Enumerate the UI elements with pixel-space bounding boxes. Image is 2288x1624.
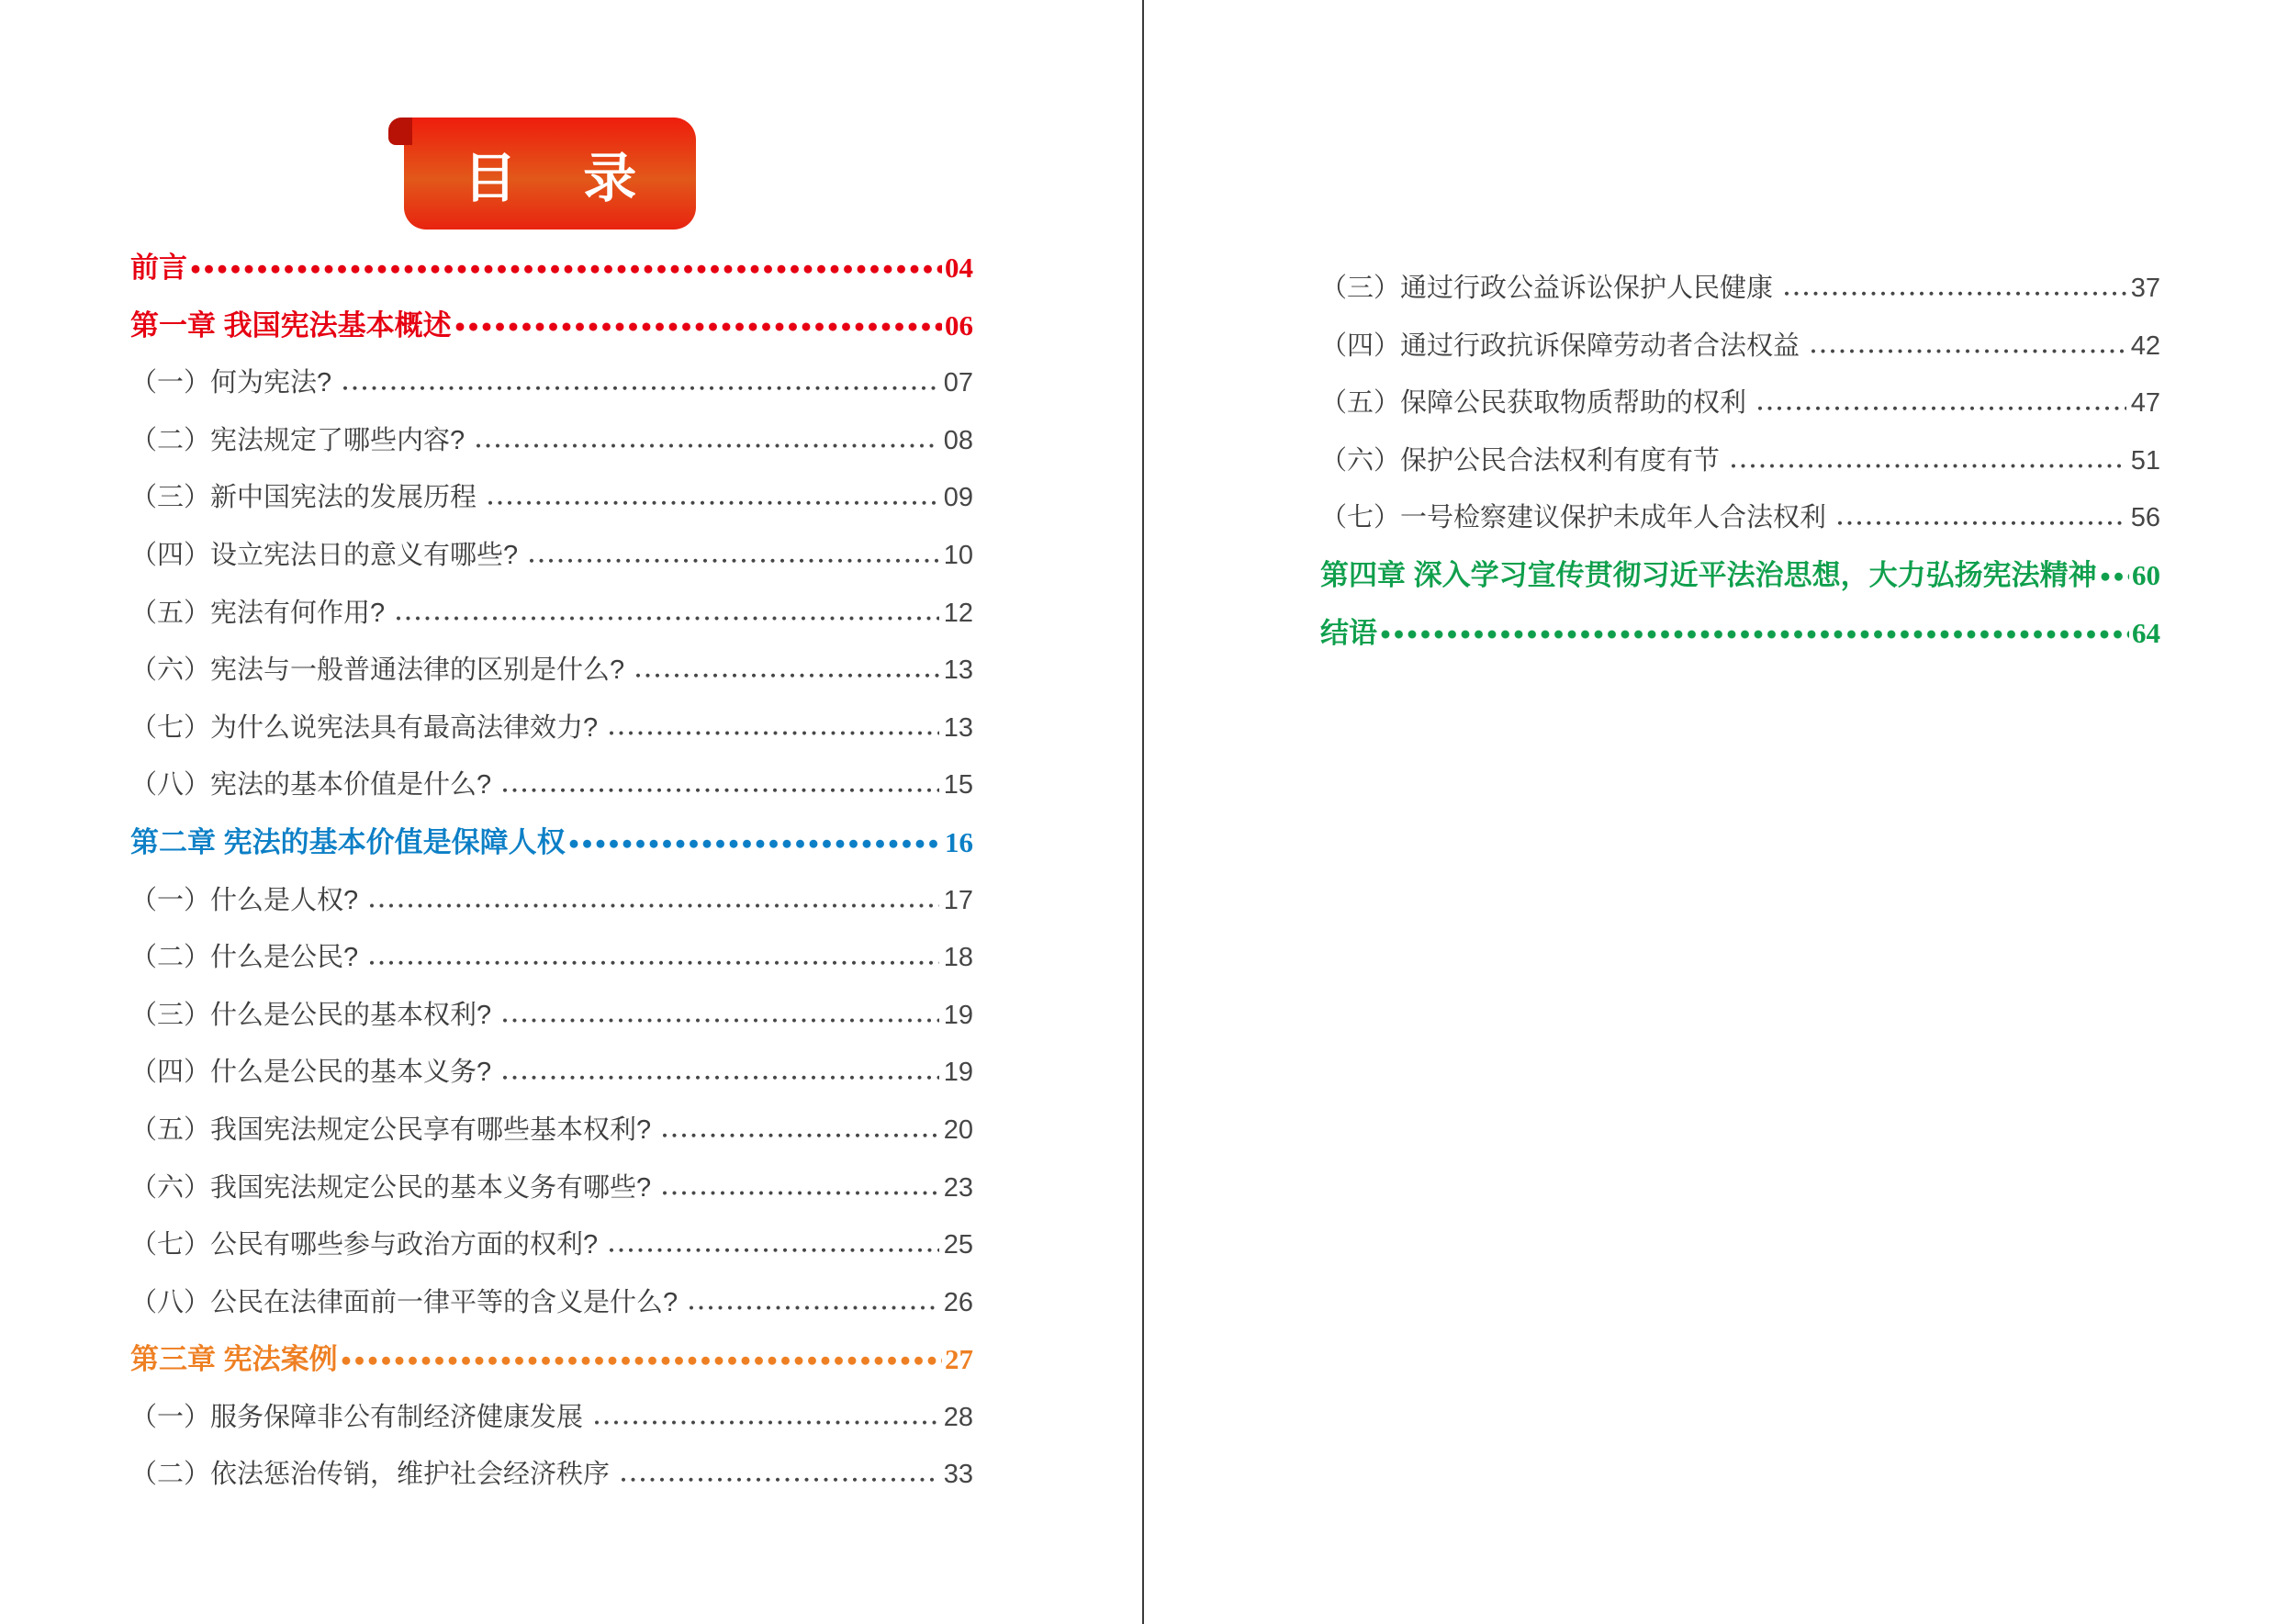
toc-entry[interactable]: [130, 987, 973, 1045]
dot-leader: [634, 642, 939, 700]
page-number: 37: [2130, 274, 2160, 303]
entry-label: 第三章 宪法案例: [130, 1343, 338, 1376]
toc-entry[interactable]: [130, 1102, 973, 1159]
toc-entry[interactable]: [130, 1159, 973, 1217]
dot-leader: [1836, 489, 2126, 547]
toc-entry[interactable]: [1320, 375, 2160, 432]
toc-entry[interactable]: [130, 354, 973, 412]
toc-entry[interactable]: [1320, 605, 2160, 663]
toc-entry[interactable]: [130, 1216, 973, 1274]
toc-entry[interactable]: [130, 929, 973, 987]
page-number: 42: [2130, 330, 2160, 361]
toc-entry[interactable]: [130, 872, 973, 930]
entry-label: （六）我国宪法规定公民的基本义务有哪些?: [130, 1172, 652, 1203]
dot-leader: [368, 929, 939, 987]
dot-leader: [1756, 375, 2126, 432]
page-number: 60: [2132, 558, 2160, 591]
toc-entry[interactable]: [1320, 318, 2160, 375]
entry-label: （四）通过行政抗诉保障劳动者合法权益: [1320, 330, 1800, 361]
dot-leader: [2101, 547, 2129, 605]
toc-entry[interactable]: [130, 240, 973, 297]
toc-entry[interactable]: [130, 469, 973, 527]
dot-leader: [1783, 260, 2126, 318]
page-number: 13: [943, 712, 973, 743]
dot-leader: [487, 469, 939, 527]
page-number: 09: [943, 483, 973, 513]
dot-leader: [395, 585, 939, 643]
toc-entry[interactable]: [1320, 547, 2160, 605]
page-number: 51: [2130, 445, 2160, 476]
dot-leader: [593, 1389, 939, 1447]
dot-leader: [661, 1102, 939, 1159]
entry-label: （六）保护公民合法权利有度有节: [1320, 445, 1721, 476]
toc-entry[interactable]: [130, 297, 973, 355]
page-number: 56: [2130, 503, 2160, 533]
entry-label: （七）公民有哪些参与政治方面的权利?: [130, 1230, 599, 1260]
dot-leader: [528, 527, 939, 585]
dot-leader: [569, 814, 942, 872]
entry-label: （一）什么是人权?: [130, 885, 359, 915]
dot-leader: [620, 1446, 939, 1504]
toc-entry[interactable]: [130, 1331, 973, 1389]
entry-label: （一）服务保障非公有制经济健康发展: [130, 1402, 584, 1432]
page-number: 17: [943, 885, 973, 915]
page-number: 07: [943, 368, 973, 398]
dot-leader: [342, 354, 939, 412]
toc-left-column: [130, 240, 973, 1504]
page-number: 25: [943, 1230, 973, 1260]
toc-entry[interactable]: [130, 527, 973, 585]
entry-label: （五）保障公民获取物质帮助的权利: [1320, 388, 1747, 419]
page-number: 18: [943, 943, 973, 973]
entry-label: （二）宪法规定了哪些内容?: [130, 425, 465, 455]
page-number: 26: [943, 1287, 973, 1317]
entry-label: （六）宪法与一般普通法律的区别是什么?: [130, 655, 625, 686]
toc-entry[interactable]: [130, 585, 973, 643]
page-number: 19: [943, 1000, 973, 1030]
entry-label: 第四章 深入学习宣传贯彻习近平法治思想，大力弘扬宪法精神: [1320, 558, 2097, 591]
entry-label: 结语: [1320, 616, 1377, 649]
dot-leader: [501, 987, 939, 1045]
entry-label: （八）公民在法律面前一律平等的含义是什么?: [130, 1287, 679, 1317]
toc-entry[interactable]: [130, 1446, 973, 1504]
page-number: 04: [945, 252, 973, 284]
entry-label: （二）什么是公民?: [130, 943, 359, 973]
page-title: 目 录: [463, 149, 637, 208]
entry-label: （四）什么是公民的基本义务?: [130, 1058, 492, 1088]
page-number: 28: [943, 1402, 973, 1432]
toc-entry[interactable]: [1320, 432, 2160, 490]
page-number: 06: [945, 308, 973, 342]
dot-leader: [1381, 605, 2129, 663]
toc-entry[interactable]: [130, 1044, 973, 1102]
entry-label: （二）依法惩治传销，维护社会经济秩序: [130, 1460, 611, 1490]
toc-entry[interactable]: [130, 412, 973, 470]
entry-label: （八）宪法的基本价值是什么?: [130, 770, 492, 801]
page-number: 08: [943, 425, 973, 455]
page-gutter-divider: [1142, 0, 1144, 1624]
toc-entry[interactable]: [130, 1389, 973, 1447]
page-number: 12: [943, 598, 973, 628]
page-number: 15: [943, 770, 973, 801]
dot-leader: [455, 297, 942, 355]
toc-entry[interactable]: [130, 700, 973, 757]
toc-entry[interactable]: [130, 814, 973, 872]
toc-entry[interactable]: [1320, 260, 2160, 318]
page-number: 64: [2132, 616, 2160, 649]
dot-leader: [475, 412, 939, 470]
toc-banner: [404, 118, 696, 230]
toc-right-column: [1320, 260, 2160, 662]
entry-label: 第二章 宪法的基本价值是保障人权: [130, 825, 566, 858]
toc-entry[interactable]: [130, 642, 973, 700]
page-number: 33: [943, 1460, 973, 1490]
page-number: 27: [945, 1343, 973, 1376]
page-number: 20: [943, 1114, 973, 1145]
toc-entry[interactable]: [130, 1274, 973, 1332]
dot-leader: [368, 872, 939, 930]
dot-leader: [501, 1044, 939, 1102]
page-number: 23: [943, 1172, 973, 1203]
dot-leader: [1730, 432, 2126, 490]
page-number: 10: [943, 540, 973, 570]
page-number: 19: [943, 1058, 973, 1088]
page-number: 16: [945, 825, 973, 858]
entry-label: （五）我国宪法规定公民享有哪些基本权利?: [130, 1114, 652, 1145]
entry-label: （一）何为宪法?: [130, 368, 332, 398]
entry-label: （四）设立宪法日的意义有哪些?: [130, 540, 519, 570]
dot-leader: [501, 756, 939, 814]
page-number: 13: [943, 655, 973, 686]
dot-leader: [661, 1159, 939, 1217]
toc-entry[interactable]: [1320, 489, 2160, 547]
dot-leader: [191, 240, 942, 297]
entry-label: （七）一号检察建议保护未成年人合法权利: [1320, 503, 1827, 533]
dot-leader: [1810, 318, 2126, 375]
dot-leader: [608, 1216, 939, 1274]
dot-leader: [342, 1331, 942, 1389]
page-number: 47: [2130, 388, 2160, 419]
entry-label: （三）什么是公民的基本权利?: [130, 1000, 492, 1030]
entry-label: （三）新中国宪法的发展历程: [130, 483, 477, 513]
entry-label: 前言: [130, 252, 187, 284]
toc-entry[interactable]: [130, 756, 973, 814]
dot-leader: [608, 700, 939, 757]
entry-label: （七）为什么说宪法具有最高法律效力?: [130, 712, 599, 743]
entry-label: （五）宪法有何作用?: [130, 598, 386, 628]
entry-label: （三）通过行政公益诉讼保护人民健康: [1320, 274, 1774, 303]
dot-leader: [688, 1274, 939, 1332]
entry-label: 第一章 我国宪法基本概述: [130, 308, 452, 342]
